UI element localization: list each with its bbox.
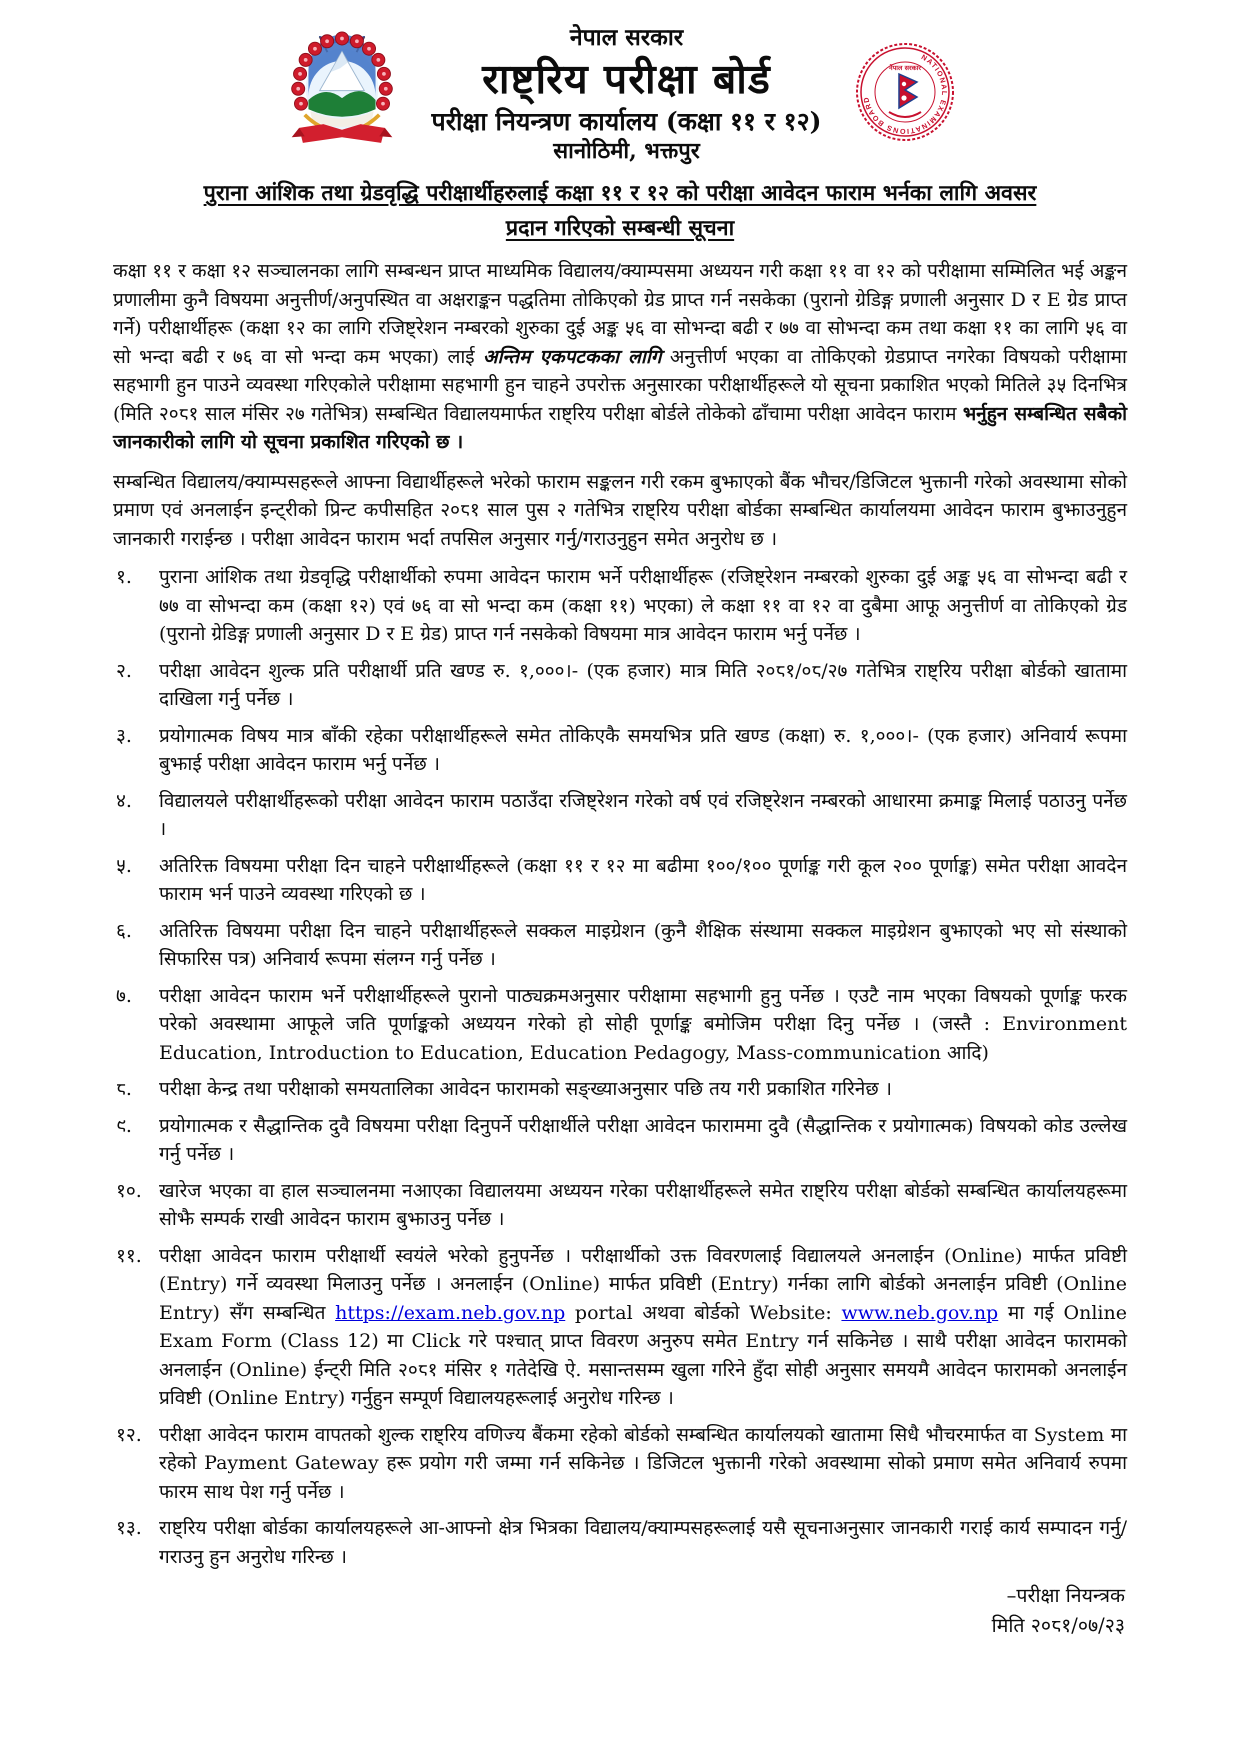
text-segment: पुराना आंशिक तथा ग्रेडवृद्धि परीक्षार्थीको रुपमा आवेदन फाराम भर्ने परीक्षार्थीहरू (रजिष्ट्रेशन नम्बरको शुरुका दुई अङ्क ५६ वा सोभन्दा बढी र ७७ वा सोभन्दा कम (कक्षा १२) एवं ७६ वा सो भन्दा कम (कक्षा ११) भएका) ले कक्षा ११ वा १२ वा दुबैमा आफू अनुत्तीर्ण वा तोकिएको ग्रेड (पुरानो ग्रेडिङ्ग प्रणाली अनुसार D र E ग्रेड) प्राप्त गर्न नसकेको विषयमा मात्र आवेदन फाराम भर्नु पर्नेछ ।	[159, 566, 1127, 646]
submission-paragraph	[113, 468, 1127, 554]
list-item-text	[159, 1112, 1127, 1169]
list-item-number: ७.	[116, 984, 132, 1007]
text-segment: सम्बन्धित विद्यालय/क्याम्पसहरूले आफ्ना विद्यार्थीहरूले भरेको फाराम सङ्कलन गरी रकम बुझाएको बैंक भौचर/डिजिटल भुक्तानी गरेको अवस्थामा सोको प्रमाण एवं अनलाईन इन्ट्रीको प्रिन्ट कपीसहित २०८१ साल पुस २ गतेभित्र राष्ट्रिय परीक्षा बोर्डका सम्बन्धित कार्यालयमा आवेदन फाराम बुझाउनुहुन जानकारी गराईन्छ । परीक्षा आवेदन फाराम भर्दा तपसिल अनुसार गर्नु/गराउनुहुन समेत अनुरोध छ ।	[113, 470, 1127, 550]
office-line: परीक्षा नियन्त्रण कार्यालय (कक्षा ११ र १२)	[431, 107, 822, 137]
list-item-text	[159, 563, 1127, 649]
list-item-text	[159, 917, 1127, 974]
list-item	[113, 1112, 1127, 1169]
list-item	[113, 852, 1127, 909]
notice-date: मिति २०८१/०७/२३	[991, 1614, 1125, 1638]
list-item-number: १३.	[116, 1517, 142, 1540]
text-segment: अन्तिम एकपटकका लागि	[483, 345, 662, 368]
text-segment: विद्यालयले परीक्षार्थीहरूको परीक्षा आवेदन फाराम पठाउँदा रजिष्ट्रेशन गरेको वर्ष एवं रजिष्ट्रेशन नम्बरको आधारमा क्रमाङ्क मिलाई पठाउनु पर्नेछ ।	[159, 789, 1127, 841]
intro-paragraph	[113, 257, 1127, 457]
list-item-text	[159, 982, 1127, 1068]
list-item-number: ६.	[116, 919, 132, 942]
nepal-emblem-icon	[286, 31, 398, 158]
list-item-number: २.	[116, 659, 132, 682]
list-item-text	[159, 1242, 1127, 1413]
signature-block	[113, 1581, 1127, 1641]
list-item-text	[159, 1421, 1127, 1507]
list-item-number: १.	[116, 566, 132, 589]
text-segment: परीक्षा केन्द्र तथा परीक्षाको समयतालिका आवेदन फारामको सङ्ख्याअनुसार पछि तय गरी प्रकाशित गरिनेछ ।	[159, 1078, 892, 1101]
list-item	[113, 1421, 1127, 1507]
list-item	[113, 1075, 1127, 1104]
text-segment: परीक्षा आवेदन फाराम भर्ने परीक्षार्थीहरूले पुरानो पाठ्यक्रमअनुसार परीक्षामा सहभागी हुनु पर्नेछ । एउटै नाम भएका विषयको पूर्णाङ्क फरक परेको अवस्थामा आफूले जति पूर्णाङ्कको अध्ययन गरेको हो सोही पूर्णाङ्क बमोजिम परीक्षा दिनु पर्नेछ । (जस्तै : Environment Education, Introduction to Education, Education Pedagogy, Mass-communication आदि)	[159, 984, 1127, 1064]
hyperlink[interactable]: www.neb.gov.np	[841, 1301, 999, 1324]
government-line: नेपाल सरकार	[569, 24, 684, 51]
text-segment: खारेज भएका वा हाल सञ्चालनमा नआएका विद्यालयमा अध्ययन गरेका परीक्षार्थीहरूले समेत राष्ट्रिय परीक्षा बोर्डको सम्बन्धित कार्यालयहरूमा सोझै सम्पर्क राखी आवेदन फाराम बुझाउनु पर्नेछ ।	[159, 1179, 1127, 1231]
text-segment: मा गई Online Exam Form (Class 12) मा Click गरे पश्चात् प्राप्त विवरण अनुरुप समेत Entry गर्न सकिनेछ । साथै परीक्षा आवेदन फारामको अनलाईन (Online) ईन्ट्री मिति २०८१ मंसिर १ गतेदेखि ऐ. मसान्तसम्म खुला गरिने हुँदा सोही अनुसार समयमै आवेदन फारामको अनलाईन प्रविष्टी (Online Entry) गर्नुहुन सम्पूर्ण विद्यालयहरूलाई अनुरोध गरिन्छ ।	[159, 1301, 1127, 1410]
list-item-text	[159, 787, 1127, 844]
list-item	[113, 787, 1127, 844]
list-item	[113, 1242, 1127, 1413]
list-item-text	[159, 1177, 1127, 1234]
list-item	[113, 1514, 1127, 1571]
list-item-number: ८.	[116, 1078, 132, 1101]
list-item	[113, 722, 1127, 779]
list-item	[113, 982, 1127, 1068]
text-segment: कक्षा ११ र कक्षा १२ सञ्चालनका लागि सम्बन्धन प्राप्त माध्यमिक विद्यालय/क्याम्पसमा अध्ययन गरी कक्षा ११ वा १२ को परीक्षामा सम्मिलित भई अङ्कन प्रणालीमा कुनै विषयमा अनुत्तीर्ण/अनुपस्थित वा अक्षराङ्कन पद्धतिमा तोकिएको ग्रेड प्राप्त गर्न नसकेका (पुरानो ग्रेडिङ्ग प्रणाली अनुसार D र E ग्रेड प्राप्त गर्ने) परीक्षार्थीहरू (कक्षा १२ का लागि रजिष्ट्रेशन नम्बरको शुरुका दुई अङ्क ५६ वा सोभन्दा बढी र ७७ वा सोभन्दा कम तथा कक्षा ११ का लागि ५६ वा सो भन्दा बढी र ७६ वा सो भन्दा कम भएका) लाई	[113, 260, 1127, 368]
list-item	[113, 917, 1127, 974]
text-segment: परीक्षा आवेदन फाराम वापतको शुल्क राष्ट्रिय वणिज्य बैंकमा रहेको बोर्डको सम्बन्धित कार्यालयको खातामा सिधै भौचरमार्फत वा System मा रहेको Payment Gateway हरू प्रयोग गरी जम्मा गर्न सकिनेछ । डिजिटल भुक्तानी गरेको अवस्थामा सोको प्रमाण समेत अनिवार्य रुपमा फारम साथ पेश गर्नु पर्नेछ ।	[159, 1423, 1127, 1503]
list-item-number: १०.	[116, 1179, 142, 1202]
text-segment: portal अथवा बोर्डको Website:	[565, 1301, 842, 1324]
hyperlink[interactable]: https://exam.neb.gov.np	[335, 1301, 566, 1324]
text-segment: परीक्षा आवेदन शुल्क प्रति परीक्षार्थी प्रति खण्ड रु. १,०००।- (एक हजार) मात्र मिति २०८१/०८/२७ गतेभित्र राष्ट्रिय परीक्षा बोर्डको खातामा दाखिला गर्नु पर्नेछ ।	[159, 659, 1127, 711]
notice-title-line2: प्रदान गरिएको सम्बन्धी सूचना	[505, 215, 735, 241]
list-item-number: ५.	[116, 854, 132, 877]
address-line: सानोठिमी, भक्तपुर	[553, 137, 700, 164]
text-segment: अनुत्तीर्ण भएका वा तोकिएको ग्रेडप्राप्त नगरेका विषयको परीक्षामा सहभागी हुन पाउने व्यवस्था गरिएकोले परीक्षामा सहभागी हुन चाहने उपरोक्त अनुसारका परीक्षार्थीहरूले यो सूचना प्रकाशित भएको मितिले ३५ दिनभित्र (मिति २०८१ साल मंसिर २७ गतेभित्र) सम्बन्धित विद्यालयमार्फत राष्ट्रिय परीक्षा बोर्डले तोकेको ढाँचामा परीक्षा आवेदन फाराम	[113, 345, 1127, 425]
list-item-number: ३.	[116, 724, 132, 747]
list-item-number: ११.	[116, 1244, 142, 1267]
list-item-number: ९.	[116, 1114, 132, 1137]
text-segment: भर्नुहुन सम्बन्धित सबैको जानकारीको लागि यो सूचना प्रकाशित गरिएको छ ।	[113, 402, 1128, 454]
notice-title	[113, 177, 1127, 246]
text-segment: अतिरिक्त विषयमा परीक्षा दिन चाहने परीक्षार्थीहरूले (कक्षा ११ र १२ मा बढीमा १००/१०० पूर्णाङ्क गरी कूल २०० पूर्णाङ्क) समेत परीक्षा आवदेन फाराम भर्न पाउने व्यवस्था गरिएको छ ।	[159, 854, 1127, 906]
notice-title-line1: पुराना आंशिक तथा ग्रेडवृद्धि परीक्षार्थीहरुलाई कक्षा ११ र १२ को परीक्षा आवेदन फाराम भर्नका लागि अवसर	[203, 181, 1037, 207]
list-item-text	[159, 722, 1127, 779]
list-item	[113, 1177, 1127, 1234]
list-item-text	[159, 1514, 1127, 1571]
list-item-text	[159, 852, 1127, 909]
signature-title: –परीक्षा नियन्त्रक	[1006, 1584, 1125, 1608]
list-item	[113, 563, 1127, 649]
notice-list	[113, 563, 1127, 1571]
seal-top-text: नेपाल सरकार	[889, 64, 922, 73]
text-segment: प्रयोगात्मक र सैद्धान्तिक दुवै विषयमा परीक्षा दिनुपर्ने परीक्षार्थीले परीक्षा आवेदन फाराममा दुवै (सैद्धान्तिक र प्रयोगात्मक) विषयको कोड उल्लेख गर्नु पर्नेछ ।	[159, 1114, 1127, 1166]
seal-ring-text: NATIONAL EXAMINATIONS BOARD	[861, 52, 950, 137]
list-item-text	[159, 657, 1127, 714]
list-item-number: ४.	[116, 789, 132, 812]
board-name: राष्ट्रिय परीक्षा बोर्ड	[482, 55, 771, 104]
neb-seal-icon	[855, 42, 955, 146]
list-item-number: १२.	[116, 1423, 142, 1446]
text-segment: परीक्षा आवेदन फाराम परीक्षार्थी स्वयंले भरेको हुनुपर्नेछ । परीक्षार्थीको उक्त विवरणलाई विद्यालयले अनलाईन (Online) मार्फत प्रविष्टी (Entry) गर्ने व्यवस्था मिलाउनु पर्नेछ । अनलाईन (Online) मार्फत प्रविष्टी (Entry) गर्नका लागि बोर्डको अनलाईन प्रविष्टी (Online Entry) सँग सम्बन्धित	[159, 1244, 1127, 1324]
letterhead-text	[432, 24, 822, 164]
text-segment: राष्ट्रिय परीक्षा बोर्डका कार्यालयहरूले आ-आफ्नो क्षेत्र भित्रका विद्यालय/क्याम्पसहरूलाई यसै सूचनाअनुसार जानकारी गराई कार्य सम्पादन गर्नु/गराउनु हुन अनुरोध गरिन्छ ।	[159, 1517, 1127, 1568]
list-item	[113, 657, 1127, 714]
text-segment: प्रयोगात्मक विषय मात्र बाँकी रहेका परीक्षार्थीहरूले समेत तोकिएकै समयभित्र प्रति खण्ड (कक्षा) रु. १,०००।- (एक हजार) अनिवार्य रूपमा बुझाई परीक्षा आवेदन फाराम भर्नु पर्नेछ ।	[159, 724, 1127, 776]
text-segment: अतिरिक्त विषयमा परीक्षा दिन चाहने परीक्षार्थीहरूले सक्कल माइग्रेशन (कुनै शैक्षिक संस्थामा सक्कल माइग्रेशन बुझाएको भए सो संस्थाको सिफारिस पत्र) अनिवार्य रूपमा संलग्न गर्नु पर्नेछ ।	[159, 919, 1127, 971]
list-item-text	[159, 1075, 1127, 1104]
letterhead	[0, 24, 1241, 164]
